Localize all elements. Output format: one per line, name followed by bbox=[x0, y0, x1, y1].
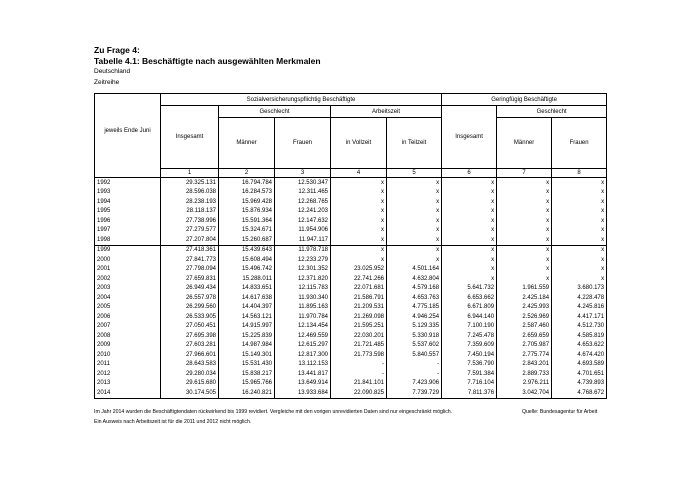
value-cell: 15.531.430 bbox=[219, 360, 275, 370]
value-cell: 29.280.034 bbox=[161, 369, 219, 379]
table-body bbox=[95, 178, 607, 399]
value-cell: 28.118.137 bbox=[161, 207, 219, 217]
year-cell: 2009 bbox=[95, 341, 161, 351]
value-cell: 14.915.997 bbox=[219, 322, 275, 332]
col-header-svb-maenner: Männer bbox=[219, 118, 275, 169]
value-cell: 3.042.704 bbox=[497, 388, 552, 398]
subheader-svb-geschlecht: Geschlecht bbox=[219, 106, 331, 118]
value-cell: 15.439.643 bbox=[219, 245, 275, 255]
value-cell: 12.469.559 bbox=[275, 331, 331, 341]
value-cell: 4.674.420 bbox=[552, 350, 607, 360]
value-cell: 7.100.190 bbox=[442, 322, 497, 332]
col-number-blank bbox=[95, 169, 161, 178]
year-cell: 1992 bbox=[95, 178, 161, 188]
value-cell: 4.228.478 bbox=[552, 293, 607, 303]
value-cell: 7.359.609 bbox=[442, 341, 497, 351]
year-cell: 2008 bbox=[95, 331, 161, 341]
year-cell: 1997 bbox=[95, 226, 161, 236]
year-cell: 1993 bbox=[95, 188, 161, 198]
value-cell: 16.240.821 bbox=[219, 388, 275, 398]
value-cell: 11.895.163 bbox=[275, 303, 331, 313]
year-cell: 1998 bbox=[95, 235, 161, 245]
value-cell: 4.653.763 bbox=[387, 293, 442, 303]
value-cell: 7.245.478 bbox=[442, 331, 497, 341]
value-cell: x bbox=[442, 197, 497, 207]
value-cell: x bbox=[387, 216, 442, 226]
table-row bbox=[95, 369, 607, 379]
region-label: Deutschland bbox=[94, 68, 131, 75]
table-row bbox=[95, 293, 607, 303]
subheader-gb-geschlecht: Geschlecht bbox=[497, 106, 607, 118]
value-cell: x bbox=[552, 188, 607, 198]
value-cell: 26.949.434 bbox=[161, 284, 219, 294]
table-row bbox=[95, 379, 607, 389]
table-row bbox=[95, 216, 607, 226]
value-cell: 15.965.766 bbox=[219, 379, 275, 389]
value-cell: x bbox=[497, 197, 552, 207]
value-cell: 1.961.559 bbox=[497, 284, 552, 294]
col-number: 2 bbox=[219, 169, 275, 178]
value-cell: 21.209.531 bbox=[331, 303, 387, 313]
value-cell: 12.268.765 bbox=[275, 197, 331, 207]
col-header-gb-frauen: Frauen bbox=[552, 118, 607, 169]
value-cell: 6.944.140 bbox=[442, 312, 497, 322]
value-cell: 14.617.638 bbox=[219, 293, 275, 303]
value-cell: 13.112.153 bbox=[275, 360, 331, 370]
table-row bbox=[95, 226, 607, 236]
value-cell: x bbox=[442, 235, 497, 245]
value-cell: 27.418.361 bbox=[161, 245, 219, 255]
table-row bbox=[95, 341, 607, 351]
value-cell: x bbox=[331, 216, 387, 226]
value-cell: x bbox=[552, 207, 607, 217]
value-cell: 12.134.454 bbox=[275, 322, 331, 332]
col-number: 6 bbox=[442, 169, 497, 178]
value-cell: 15.149.301 bbox=[219, 350, 275, 360]
value-cell: x bbox=[442, 255, 497, 265]
value-cell: 4.768.672 bbox=[552, 388, 607, 398]
value-cell: 11.954.906 bbox=[275, 226, 331, 236]
value-cell: 12.241.203 bbox=[275, 207, 331, 217]
value-cell: x bbox=[442, 226, 497, 236]
value-cell: 14.987.984 bbox=[219, 341, 275, 351]
value-cell: 27.695.398 bbox=[161, 331, 219, 341]
value-cell: 11.978.718 bbox=[275, 245, 331, 255]
year-cell: 2001 bbox=[95, 265, 161, 275]
value-cell: x bbox=[497, 265, 552, 275]
value-cell: x bbox=[497, 235, 552, 245]
value-cell: x bbox=[442, 265, 497, 275]
source-note: Quelle: Bundesagentur für Arbeit bbox=[522, 409, 598, 415]
value-cell: x bbox=[331, 188, 387, 198]
value-cell: x bbox=[552, 197, 607, 207]
col-header-vollzeit: in Vollzeit bbox=[331, 118, 387, 169]
value-cell: x bbox=[497, 255, 552, 265]
year-cell: 2005 bbox=[95, 303, 161, 313]
year-cell: 2010 bbox=[95, 350, 161, 360]
value-cell: 15.225.839 bbox=[219, 331, 275, 341]
value-cell: 27.207.804 bbox=[161, 235, 219, 245]
value-cell: 4.693.589 bbox=[552, 360, 607, 370]
table-row bbox=[95, 197, 607, 207]
col-header-teilzeit: in Teilzeit bbox=[387, 118, 442, 169]
value-cell: 2.587.460 bbox=[497, 322, 552, 332]
value-cell: x bbox=[497, 245, 552, 255]
value-cell: 15.288.011 bbox=[219, 274, 275, 284]
table-row bbox=[95, 207, 607, 217]
value-cell: 21.595.251 bbox=[331, 322, 387, 332]
year-cell: 2012 bbox=[95, 369, 161, 379]
value-cell: 14.404.397 bbox=[219, 303, 275, 313]
value-cell: 5.641.732 bbox=[442, 284, 497, 294]
value-cell: 27.050.451 bbox=[161, 322, 219, 332]
table-row bbox=[95, 188, 607, 198]
value-cell: 12.615.297 bbox=[275, 341, 331, 351]
value-cell: 11.970.784 bbox=[275, 312, 331, 322]
value-cell: 12.233.279 bbox=[275, 255, 331, 265]
value-cell: x bbox=[331, 226, 387, 236]
value-cell: 12.817.300 bbox=[275, 350, 331, 360]
value-cell: 21.841.101 bbox=[331, 379, 387, 389]
year-cell: 2002 bbox=[95, 274, 161, 284]
value-cell: x bbox=[331, 235, 387, 245]
table-row bbox=[95, 265, 607, 275]
col-header-svb-frauen: Frauen bbox=[275, 118, 331, 169]
col-number: 1 bbox=[161, 169, 219, 178]
subheader-arbeitszeit: Arbeitszeit bbox=[331, 106, 442, 118]
col-header-gb-maenner: Männer bbox=[497, 118, 552, 169]
value-cell: - bbox=[387, 369, 442, 379]
col-number: 7 bbox=[497, 169, 552, 178]
col-number: 3 bbox=[275, 169, 331, 178]
value-cell: 22.030.201 bbox=[331, 331, 387, 341]
value-cell: 27.966.601 bbox=[161, 350, 219, 360]
value-cell: 26.299.560 bbox=[161, 303, 219, 313]
value-cell: 5.537.602 bbox=[387, 341, 442, 351]
value-cell: x bbox=[497, 216, 552, 226]
value-cell: x bbox=[552, 216, 607, 226]
value-cell: 3.680.173 bbox=[552, 284, 607, 294]
value-cell: 28.596.038 bbox=[161, 188, 219, 198]
value-cell: 30.174.505 bbox=[161, 388, 219, 398]
col-number: 5 bbox=[387, 169, 442, 178]
value-cell: 4.653.622 bbox=[552, 341, 607, 351]
value-cell: x bbox=[331, 245, 387, 255]
value-cell: x bbox=[442, 245, 497, 255]
value-cell: x bbox=[387, 245, 442, 255]
value-cell: 21.269.098 bbox=[331, 312, 387, 322]
value-cell: x bbox=[442, 188, 497, 198]
table-row bbox=[95, 303, 607, 313]
value-cell: 11.947.117 bbox=[275, 235, 331, 245]
value-cell: x bbox=[442, 216, 497, 226]
value-cell: 21.586.791 bbox=[331, 293, 387, 303]
value-cell: x bbox=[552, 245, 607, 255]
value-cell: 26.557.978 bbox=[161, 293, 219, 303]
table-row bbox=[95, 235, 607, 245]
value-cell: - bbox=[331, 360, 387, 370]
value-cell: x bbox=[552, 178, 607, 188]
footnote-arbeitszeit: Ein Ausweis nach Arbeitszeit ist für die 2011 und 2012 nicht möglich. bbox=[94, 419, 252, 425]
value-cell: 12.301.352 bbox=[275, 265, 331, 275]
value-cell: x bbox=[331, 197, 387, 207]
year-cell: 1999 bbox=[95, 245, 161, 255]
value-cell: 2.659.659 bbox=[497, 331, 552, 341]
value-cell: 2.705.987 bbox=[497, 341, 552, 351]
year-cell: 2007 bbox=[95, 322, 161, 332]
value-cell: 15.324.671 bbox=[219, 226, 275, 236]
table-row bbox=[95, 322, 607, 332]
value-cell: 29.615.680 bbox=[161, 379, 219, 389]
table-row bbox=[95, 360, 607, 370]
value-cell: 23.025.952 bbox=[331, 265, 387, 275]
value-cell: - bbox=[331, 369, 387, 379]
year-cell: 2013 bbox=[95, 379, 161, 389]
value-cell: 13.649.914 bbox=[275, 379, 331, 389]
table-row bbox=[95, 388, 607, 398]
value-cell: 16.794.784 bbox=[219, 178, 275, 188]
value-cell: 27.659.831 bbox=[161, 274, 219, 284]
value-cell: 7.739.729 bbox=[387, 388, 442, 398]
value-cell: 12.530.347 bbox=[275, 178, 331, 188]
value-cell: 2.775.774 bbox=[497, 350, 552, 360]
value-cell: 13.441.817 bbox=[275, 369, 331, 379]
value-cell: 7.450.194 bbox=[442, 350, 497, 360]
value-cell: 15.876.934 bbox=[219, 207, 275, 217]
value-cell: x bbox=[442, 207, 497, 217]
value-cell: 6.671.809 bbox=[442, 303, 497, 313]
value-cell: x bbox=[387, 178, 442, 188]
year-cell: 1996 bbox=[95, 216, 161, 226]
group-header-gb: Geringfügig Beschäftigte bbox=[442, 94, 607, 106]
value-cell: 26.533.905 bbox=[161, 312, 219, 322]
value-cell: 4.775.185 bbox=[387, 303, 442, 313]
value-cell: 14.833.651 bbox=[219, 284, 275, 294]
table-row bbox=[95, 274, 607, 284]
value-cell: 21.721.485 bbox=[331, 341, 387, 351]
value-cell: 27.738.996 bbox=[161, 216, 219, 226]
value-cell: 22.090.825 bbox=[331, 388, 387, 398]
value-cell: x bbox=[497, 178, 552, 188]
value-cell: 7.716.104 bbox=[442, 379, 497, 389]
year-cell: 2011 bbox=[95, 360, 161, 370]
year-cell: 2014 bbox=[95, 388, 161, 398]
value-cell: 7.591.384 bbox=[442, 369, 497, 379]
value-cell: 14.563.121 bbox=[219, 312, 275, 322]
value-cell: x bbox=[331, 178, 387, 188]
value-cell: 4.417.171 bbox=[552, 312, 607, 322]
value-cell: 15.969.428 bbox=[219, 197, 275, 207]
footnote-revision: Im Jahr 2014 wurden die Beschäftigtendaten rückwirkend bis 1999 revidiert. Vergleiche mit den vorigen unrevidierten Daten sind nur eingeschränkt möglich. bbox=[94, 409, 453, 415]
value-cell: x bbox=[442, 178, 497, 188]
value-cell: 4.632.804 bbox=[387, 274, 442, 284]
year-cell: 2006 bbox=[95, 312, 161, 322]
value-cell: 12.371.820 bbox=[275, 274, 331, 284]
table-row bbox=[95, 312, 607, 322]
value-cell: x bbox=[552, 255, 607, 265]
value-cell: x bbox=[497, 188, 552, 198]
table-row bbox=[95, 255, 607, 265]
series-label: Zeitreihe bbox=[94, 79, 120, 86]
col-header-gb-insgesamt: Insgesamt bbox=[442, 106, 497, 169]
value-cell: x bbox=[387, 207, 442, 217]
value-cell: x bbox=[552, 274, 607, 284]
value-cell: 28.643.583 bbox=[161, 360, 219, 370]
year-cell: 2000 bbox=[95, 255, 161, 265]
value-cell: x bbox=[442, 274, 497, 284]
value-cell: 15.496.742 bbox=[219, 265, 275, 275]
value-cell: x bbox=[497, 226, 552, 236]
year-cell: 2004 bbox=[95, 293, 161, 303]
value-cell: x bbox=[497, 274, 552, 284]
value-cell: x bbox=[552, 226, 607, 236]
value-cell: x bbox=[387, 235, 442, 245]
value-cell: 4.739.893 bbox=[552, 379, 607, 389]
value-cell: 27.841.773 bbox=[161, 255, 219, 265]
year-cell: 1994 bbox=[95, 197, 161, 207]
value-cell: 22.071.681 bbox=[331, 284, 387, 294]
table-row bbox=[95, 178, 607, 188]
value-cell: 13.933.684 bbox=[275, 388, 331, 398]
value-cell: 6.653.662 bbox=[442, 293, 497, 303]
value-cell: 5.129.335 bbox=[387, 322, 442, 332]
value-cell: 27.603.281 bbox=[161, 341, 219, 351]
value-cell: 15.838.217 bbox=[219, 369, 275, 379]
value-cell: x bbox=[387, 255, 442, 265]
table-row bbox=[95, 331, 607, 341]
value-cell: 2.526.969 bbox=[497, 312, 552, 322]
col-header-svb-insgesamt: Insgesamt bbox=[161, 106, 219, 169]
value-cell: x bbox=[331, 207, 387, 217]
value-cell: 5.330.918 bbox=[387, 331, 442, 341]
question-heading: Zu Frage 4: bbox=[94, 45, 140, 55]
value-cell: 22.741.266 bbox=[331, 274, 387, 284]
value-cell: 27.798.094 bbox=[161, 265, 219, 275]
value-cell: 29.325.131 bbox=[161, 178, 219, 188]
table-row bbox=[95, 284, 607, 294]
value-cell: 2.425.993 bbox=[497, 303, 552, 313]
value-cell: 12.147.632 bbox=[275, 216, 331, 226]
value-cell: 28.238.193 bbox=[161, 197, 219, 207]
value-cell: x bbox=[387, 226, 442, 236]
value-cell: 21.773.598 bbox=[331, 350, 387, 360]
value-cell: 4.701.651 bbox=[552, 369, 607, 379]
value-cell: 27.279.577 bbox=[161, 226, 219, 236]
row-header-cell: jeweils Ende Juni bbox=[95, 94, 161, 169]
value-cell: x bbox=[552, 235, 607, 245]
value-cell: x bbox=[387, 197, 442, 207]
value-cell: 4.245.816 bbox=[552, 303, 607, 313]
value-cell: 4.512.730 bbox=[552, 322, 607, 332]
value-cell: 2.889.733 bbox=[497, 369, 552, 379]
value-cell: 7.423.906 bbox=[387, 379, 442, 389]
value-cell: 11.930.340 bbox=[275, 293, 331, 303]
value-cell: 5.840.557 bbox=[387, 350, 442, 360]
value-cell: 15.260.687 bbox=[219, 235, 275, 245]
value-cell: x bbox=[331, 255, 387, 265]
value-cell: x bbox=[552, 265, 607, 275]
value-cell: 12.311.465 bbox=[275, 188, 331, 198]
year-cell: 2003 bbox=[95, 284, 161, 294]
value-cell: 2.425.184 bbox=[497, 293, 552, 303]
year-cell: 1995 bbox=[95, 207, 161, 217]
col-number: 4 bbox=[331, 169, 387, 178]
group-header-svb: Sozialversicherungspflichtig Beschäftigte bbox=[161, 94, 442, 106]
value-cell: - bbox=[387, 360, 442, 370]
value-cell: 16.284.573 bbox=[219, 188, 275, 198]
table-row bbox=[95, 245, 607, 255]
value-cell: 2.976.211 bbox=[497, 379, 552, 389]
value-cell: x bbox=[497, 207, 552, 217]
col-number: 8 bbox=[552, 169, 607, 178]
value-cell: 7.811.376 bbox=[442, 388, 497, 398]
value-cell: 7.536.790 bbox=[442, 360, 497, 370]
value-cell: 2.843.201 bbox=[497, 360, 552, 370]
value-cell: 4.585.819 bbox=[552, 331, 607, 341]
value-cell: 15.608.494 bbox=[219, 255, 275, 265]
value-cell: 4.501.164 bbox=[387, 265, 442, 275]
value-cell: 12.115.783 bbox=[275, 284, 331, 294]
table-title: Tabelle 4.1: Beschäftigte nach ausgewählten Merkmalen bbox=[94, 56, 321, 66]
value-cell: 4.579.168 bbox=[387, 284, 442, 294]
value-cell: 15.591.364 bbox=[219, 216, 275, 226]
employment-table bbox=[94, 93, 607, 399]
value-cell: x bbox=[387, 188, 442, 198]
table-row bbox=[95, 350, 607, 360]
value-cell: 4.946.254 bbox=[387, 312, 442, 322]
